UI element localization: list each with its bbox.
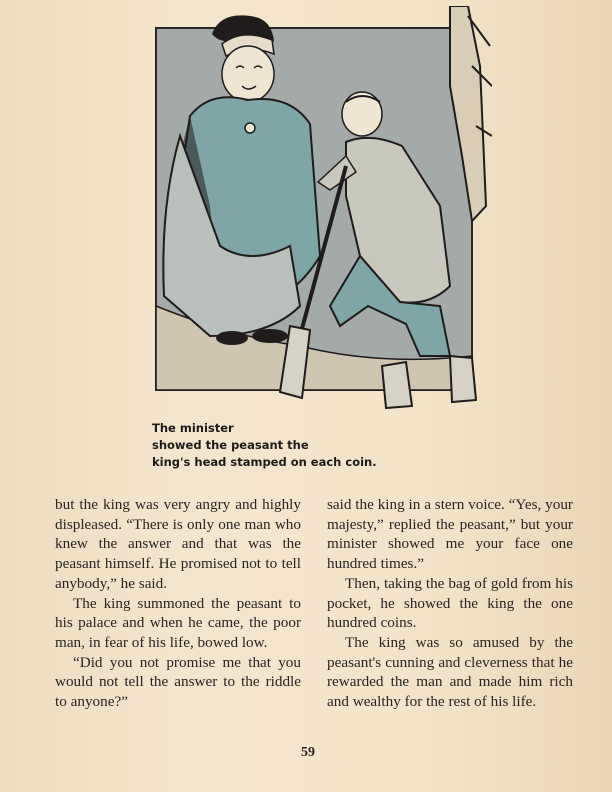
illustration-caption [152,420,442,471]
paragraph: The king was so amused by the peasant's cunning and cleverness that he rewarded the man and made him rich and wealthy for the rest of his life. [327,633,573,711]
right-text-column [327,495,573,712]
paragraph: Then, taking the bag of gold from his pocket, he showed the king the one hundred coins. [327,574,573,632]
paragraph: The king summoned the peasant to his palace and when he came, the poor man, in fear of his life, bowed low. [55,594,301,651]
caption-line: The minister [152,421,234,435]
paragraph: said the king in a stern voice. “Yes, your majesty,” replied the peasant,” but your minister showed me your face one hundred times.” [327,496,573,573]
king-and-peasant-illustration [150,6,492,416]
left-text-column [55,495,301,712]
caption-line: king's head stamped on each coin. [152,455,377,469]
paragraph: “Did you not promise me that you would not tell the answer to the riddle to anyone?” [55,653,301,711]
page-number: 59 [301,745,315,760]
caption-line: showed the peasant the [152,438,309,452]
paragraph: but the king was very angry and highly displeased. “There is only one man who knew the answer and that was the peasant himself. He promised not to tell anybody,” he said. [55,496,301,592]
